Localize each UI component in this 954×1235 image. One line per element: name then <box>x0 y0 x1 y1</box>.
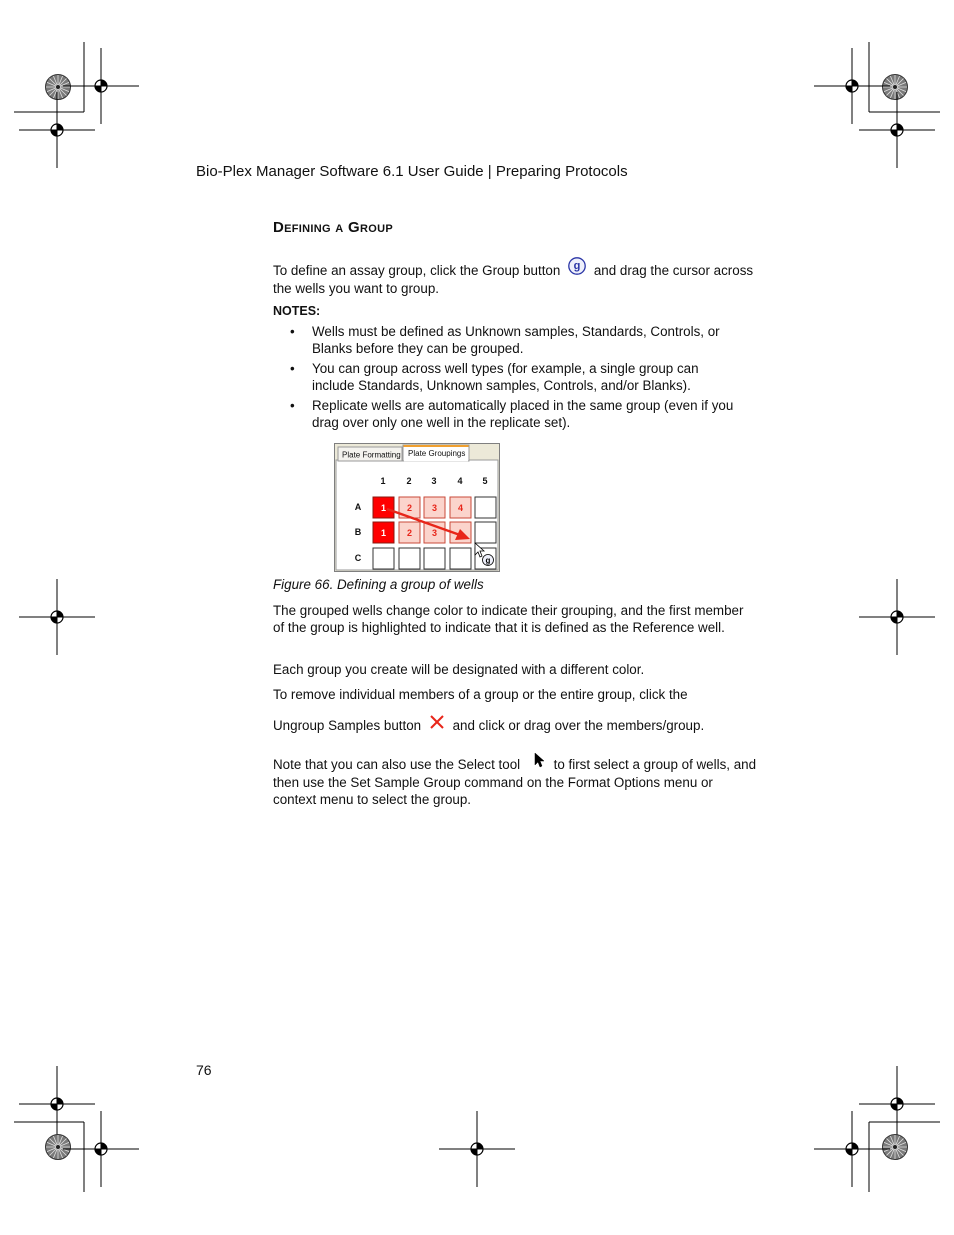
ungroup-text-after: and click or drag over the members/group. <box>452 718 705 733</box>
tab-label: Plate Formatting <box>342 450 401 460</box>
well-c4[interactable] <box>450 548 471 569</box>
intro-text-before: To define an assay group, click the Group button <box>273 263 561 278</box>
well-label: 2 <box>406 503 413 513</box>
ungroup-samples-icon <box>425 718 449 735</box>
well-label: 4 <box>457 503 464 513</box>
select-text-after: to first select a group of wells, and then use the Set Sample Group command on the Format Options menu or context menu to select the group. <box>273 757 757 807</box>
well-label: 2 <box>406 528 413 538</box>
bullet: • <box>290 361 295 376</box>
note-text: Replicate wells are automatically placed in the same group (even if you drag over only one well in the replicate set). <box>312 398 734 430</box>
column-header: 5 <box>482 476 488 486</box>
column-header: 2 <box>406 476 412 486</box>
section-title: Defining a Group <box>273 219 393 236</box>
column-header: 1 <box>380 476 386 486</box>
intro-paragraph <box>273 262 758 297</box>
note-text: You can group across well types (for example, a single group can include Standards, Unknown samples, Controls, and/or Blanks). <box>312 361 699 393</box>
intro-text-after: and drag the cursor across the wells you want to group. <box>273 263 754 296</box>
well-label: 3 <box>431 503 438 513</box>
well-c3[interactable] <box>424 548 445 569</box>
tab-label: Plate Groupings <box>408 449 466 458</box>
column-header: 4 <box>457 476 463 486</box>
bullet: • <box>290 398 295 413</box>
row-header: B <box>354 527 362 537</box>
note-item <box>273 323 743 357</box>
row-header: C <box>354 553 362 563</box>
page-number: 76 <box>196 1062 212 1078</box>
body-paragraph: To remove individual members of a group or the entire group, click the <box>273 687 688 702</box>
well-c1[interactable] <box>373 548 394 569</box>
tab-plate-formatting[interactable] <box>338 447 402 461</box>
well-label: 1 <box>380 528 387 538</box>
notes-label: NOTES: <box>273 304 321 318</box>
note-item <box>273 397 743 431</box>
note-item <box>273 360 743 394</box>
body-paragraph: The grouped wells change color to indicate their grouping, and the first member of the group is highlighted to indicate that it is defined as the Reference well. <box>273 603 744 635</box>
figure-caption: Figure 66. Defining a group of wells <box>273 577 484 592</box>
group-button-icon <box>564 260 590 280</box>
svg-text:g: g <box>573 260 581 273</box>
select-text-before: Note that you can also use the Select tool <box>273 757 521 772</box>
well-c2[interactable] <box>399 548 420 569</box>
column-header: 3 <box>431 476 437 486</box>
plate-groupings-figure <box>334 443 500 572</box>
well-label: 3 <box>431 528 438 538</box>
well-label: 1 <box>380 503 387 513</box>
tab-plate-groupings[interactable] <box>403 445 469 461</box>
notes-list <box>273 323 743 434</box>
ungroup-paragraph <box>273 717 758 735</box>
row-header: A <box>354 502 362 512</box>
note-text: Wells must be defined as Unknown samples, Standards, Controls, or Blanks before they can be grouped. <box>312 324 720 356</box>
well-b5[interactable] <box>475 522 496 543</box>
svg-text:g: g <box>485 556 491 565</box>
running-header: Bio-Plex Manager Software 6.1 User Guide | Preparing Protocols <box>196 163 628 180</box>
select-tool-paragraph <box>273 756 758 808</box>
select-tool-icon <box>524 757 550 774</box>
well-a5[interactable] <box>475 497 496 518</box>
bullet: • <box>290 324 295 339</box>
body-paragraph: Each group you create will be designated with a different color. <box>273 662 645 677</box>
ungroup-text-before: Ungroup Samples button <box>273 718 422 733</box>
